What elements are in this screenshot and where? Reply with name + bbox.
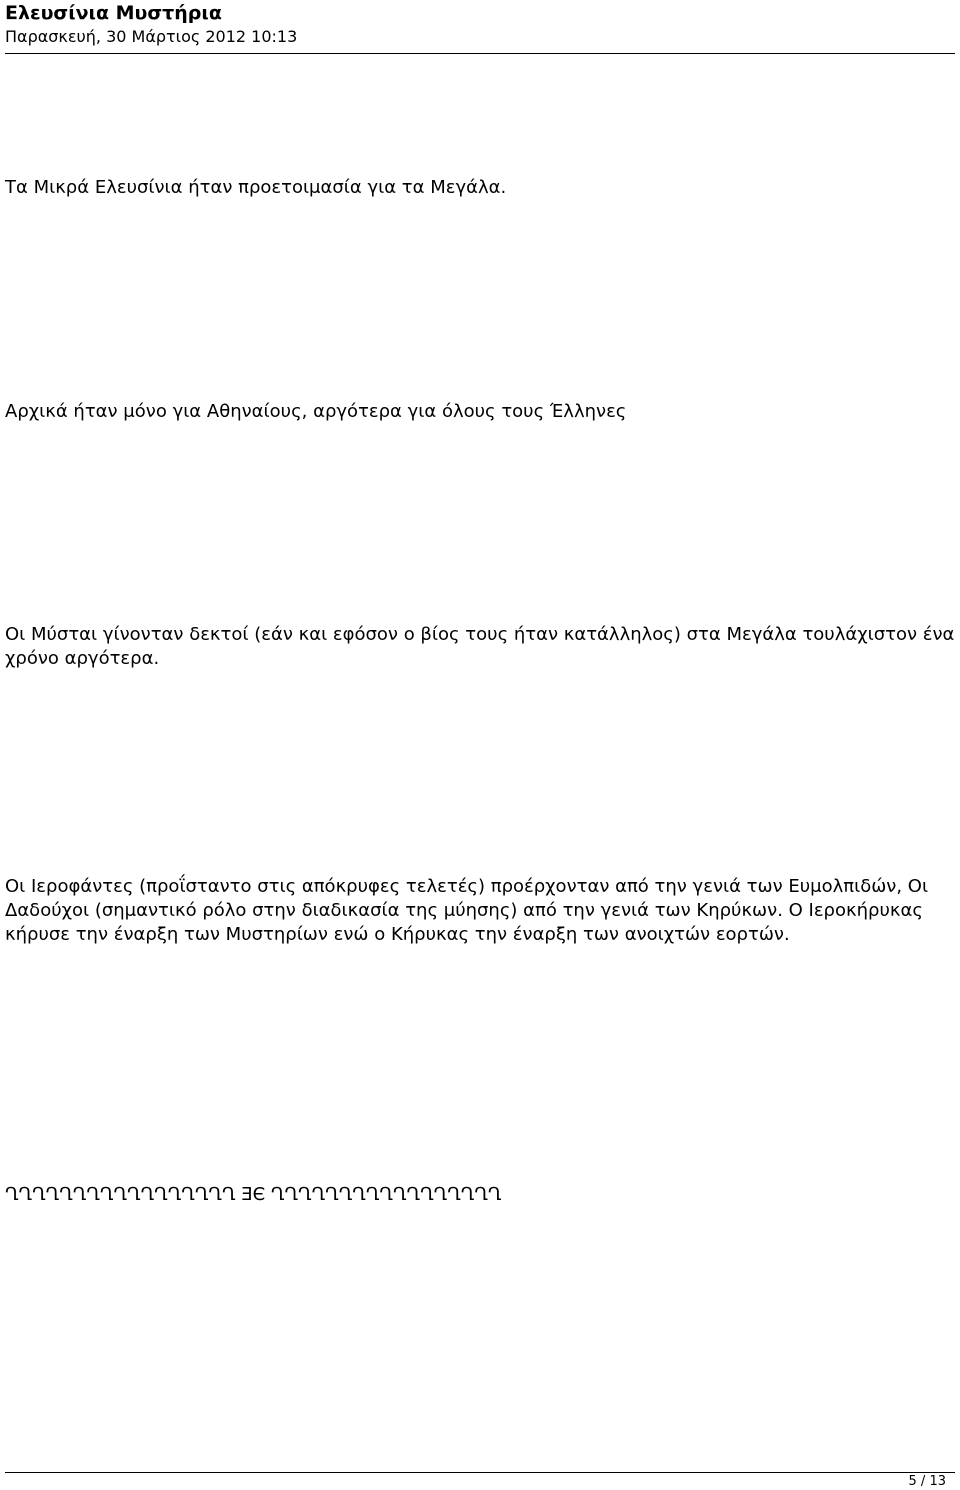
page-header xyxy=(5,0,955,54)
paragraph-1: Τα Μικρά Ελευσίνια ήταν προετοιμασία για τα Μεγάλα. xyxy=(5,177,507,198)
paragraph-4: Οι Ιεροφάντες (προΐσταντο στις απόκρυφες τελετές) προέρχονταν από την γενιά των Ευμολπιδών, Οι Δαδούχοι (σημαντικό ρόλο στην διαδικασία της μύησης) από την γενιά των Κηρύκων. Ο Ιεροκήρυκας κήρυσε την έναρξη των Μυστηρίων ενώ ο Κήρυκας την έναρξη των ανοιχτών εορτών. xyxy=(5,876,929,945)
document-title: Ελευσίνια Μυστήρια xyxy=(5,2,222,24)
paragraph-2: Αρχικά ήταν μόνο για Αθηναίους, αργότερα για όλους τους Έλληνες xyxy=(5,401,627,422)
document-date: Παρασκευή, 30 Μάρτιος 2012 10:13 xyxy=(5,27,298,46)
paragraph-3: Οι Μύσται γίνονταν δεκτοί (εάν και εφόσον ο βίος τους ήταν κατάλληλος) στα Μεγάλα τουλάχιστον ένα χρόνο αργότερα. xyxy=(5,624,955,669)
footer-divider xyxy=(5,1472,955,1473)
page-number: 5 / 13 xyxy=(908,1474,946,1489)
decorative-ornament-line: ՂՂՂՂՂՂՂՂՂՂՂՂՂՂՂՂՂ ƎЄ ՂՂՂՂՂՂՂՂՂՂՂՂՂՂՂՂՂ xyxy=(5,1184,502,1205)
